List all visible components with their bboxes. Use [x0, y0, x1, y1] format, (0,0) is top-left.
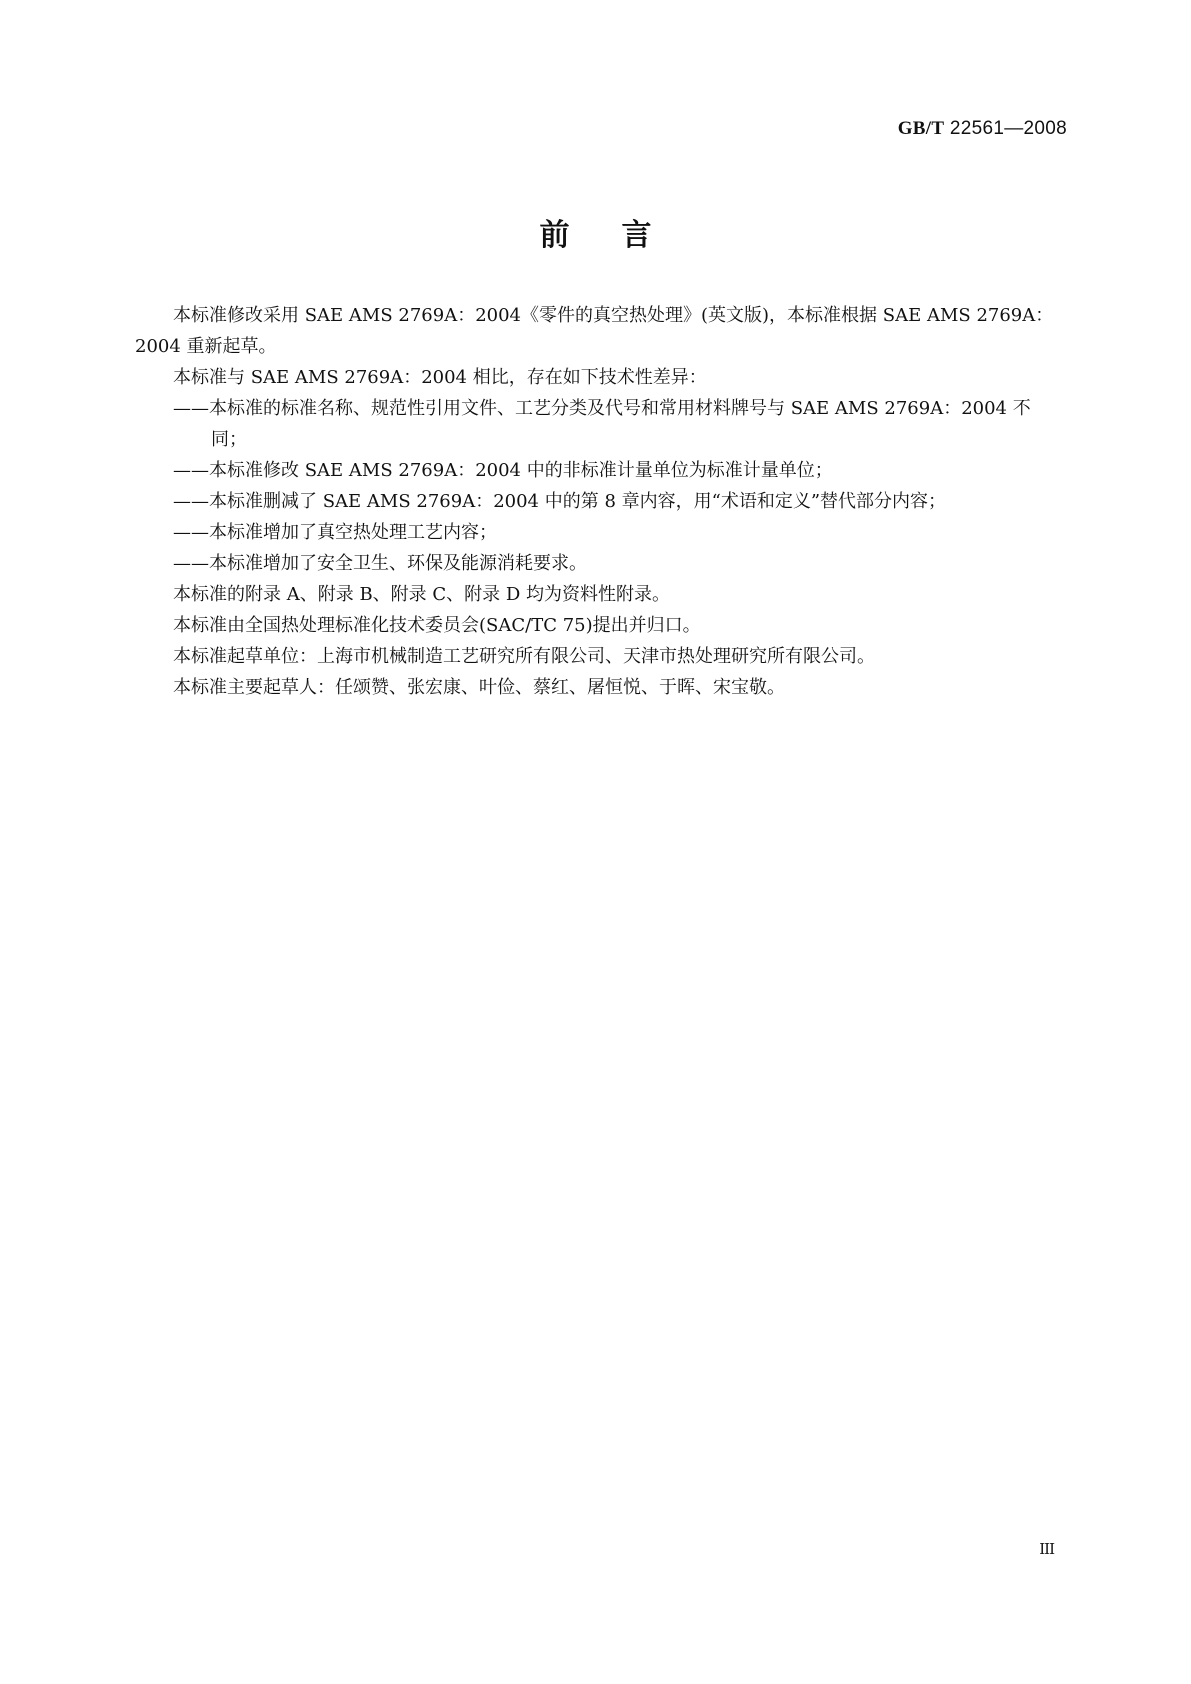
difference-item: ——本标准修改 SAE AMS 2769A：2004 中的非标准计量单位为标准计量单位；	[173, 460, 833, 481]
paragraph-adoption: 本标准修改采用 SAE AMS 2769A：2004《零件的真空热处理》(英文版)，本标准根据 SAE AMS 2769A：2004 重新起草。	[135, 305, 1054, 357]
paragraph-drafters: 本标准主要起草人：任颂赞、张宏康、叶俭、蔡红、屠恒悦、于晖、宋宝敬。	[173, 677, 785, 698]
standard-year-number: 22561—2008	[949, 118, 1067, 139]
page-title: 前言	[539, 218, 704, 253]
standard-code: GB/T	[897, 118, 945, 139]
paragraph-committee: 本标准由全国热处理标准化技术委员会(SAC/TC 75)提出并归口。	[173, 615, 701, 636]
paragraph-differences-intro: 本标准与 SAE AMS 2769A：2004 相比，存在如下技术性差异：	[173, 367, 707, 388]
difference-item: ——本标准删减了 SAE AMS 2769A：2004 中的第 8 章内容，用“术语和定义”替代部分内容；	[173, 491, 947, 512]
foreword-body	[135, 300, 1063, 703]
difference-item: ——本标准增加了真空热处理工艺内容；	[173, 522, 497, 543]
difference-item: ——本标准的标准名称、规范性引用文件、工艺分类及代号和常用材料牌号与 SAE AMS 2769A：2004 不同；	[173, 398, 1031, 450]
paragraph-drafting-units: 本标准起草单位：上海市机械制造工艺研究所有限公司、天津市热处理研究所有限公司。	[173, 646, 875, 667]
paragraph-appendices: 本标准的附录 A、附录 B、附录 C、附录 D 均为资料性附录。	[173, 584, 671, 605]
standard-number	[898, 118, 1067, 140]
difference-item: ——本标准增加了安全卫生、环保及能源消耗要求。	[173, 553, 587, 574]
page-number: III	[1039, 1540, 1054, 1558]
